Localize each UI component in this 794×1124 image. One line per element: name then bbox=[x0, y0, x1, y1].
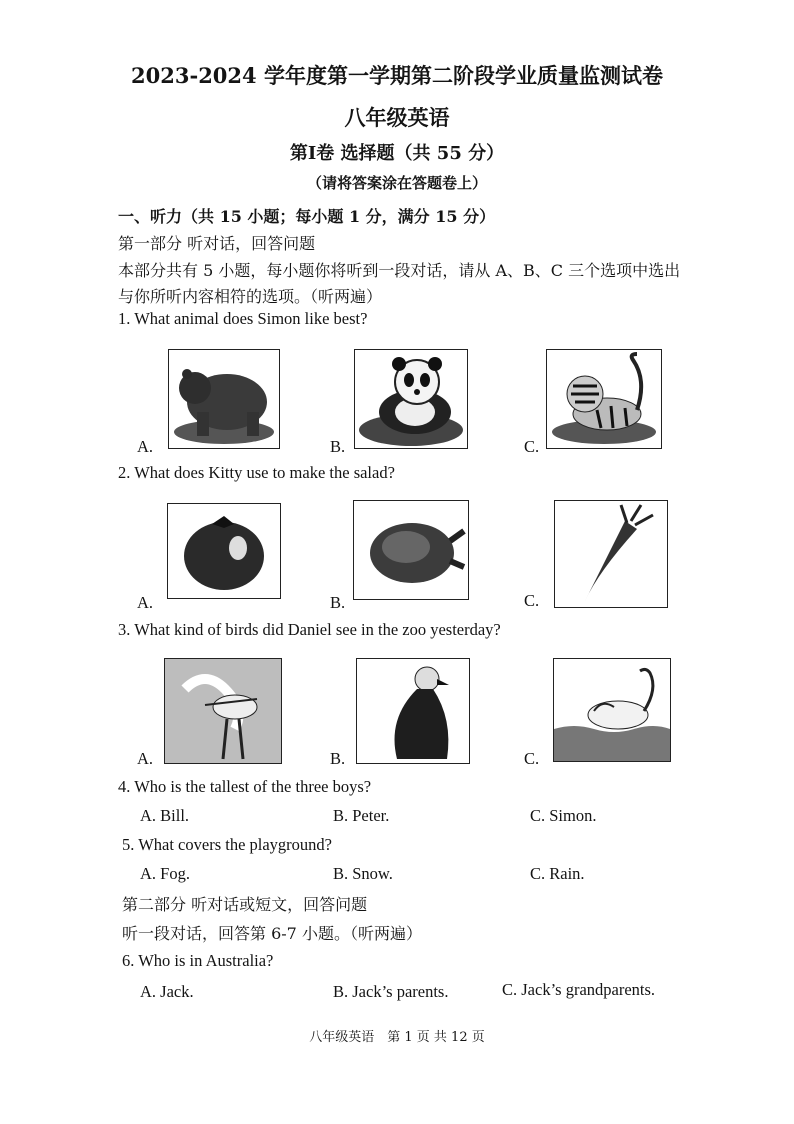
tiger-icon bbox=[546, 349, 662, 449]
q4-option-b: B. Peter. bbox=[333, 806, 390, 825]
page-footer: 八年级英语 第 1 页 共 12 页 bbox=[309, 1030, 485, 1045]
question-2: 2. What does Kitty use to make the salad? bbox=[118, 463, 395, 482]
answer-note: （请将答案涂在答题卷上） bbox=[306, 174, 487, 192]
q4-option-c: C. Simon. bbox=[530, 806, 597, 825]
q3-option-b: B. bbox=[330, 749, 346, 768]
q3-option-a: A. bbox=[137, 749, 154, 768]
q2-option-a: A. bbox=[137, 593, 154, 612]
crane-icon bbox=[164, 658, 282, 764]
q5-option-c: C. Rain. bbox=[530, 864, 585, 883]
tomato-icon bbox=[167, 503, 281, 599]
question-4: 4. Who is the tallest of the three boys? bbox=[118, 777, 372, 796]
q6-option-c: C. Jack’s grandparents. bbox=[502, 980, 656, 999]
question-1: 1. What animal does Simon like best? bbox=[118, 309, 368, 328]
section-heading: 一、听力（共 15 小题；每小题 1 分，满分 15 分） bbox=[118, 207, 496, 226]
q2-option-b: B. bbox=[330, 593, 346, 612]
q6-option-a: A. Jack. bbox=[140, 982, 194, 1001]
carrot-icon bbox=[554, 500, 668, 608]
swan-icon bbox=[553, 658, 671, 762]
part1-heading: 第一部分 听对话，回答问题 bbox=[118, 234, 316, 253]
chicken-icon bbox=[353, 500, 469, 600]
q3-option-c: C. bbox=[524, 749, 540, 768]
eagle-icon bbox=[356, 658, 470, 764]
subject-title: 八年级英语 bbox=[344, 105, 450, 130]
instructions-line2: 与你所听内容相符的选项。（听两遍） bbox=[118, 287, 383, 306]
q2-option-c: C. bbox=[524, 591, 540, 610]
bear-icon bbox=[168, 349, 280, 449]
question-3: 3. What kind of birds did Daniel see in the zoo yesterday? bbox=[118, 620, 501, 639]
exam-title: 2023-2024 学年度第一学期第二阶段学业质量监测试卷 bbox=[131, 63, 663, 88]
part2-instruction: 听一段对话，回答第 6-7 小题。（听两遍） bbox=[122, 924, 422, 943]
panda-icon bbox=[354, 349, 468, 449]
q1-option-c: C. bbox=[524, 437, 540, 456]
question-5: 5. What covers the playground? bbox=[122, 835, 333, 854]
part-title: 第Ⅰ卷 选择题（共 55 分） bbox=[289, 143, 505, 164]
question-6: 6. Who is in Australia? bbox=[122, 951, 274, 970]
q1-option-a: A. bbox=[137, 437, 154, 456]
instructions-line1: 本部分共有 5 小题，每小题你将听到一段对话，请从 A、B、C 三个选项中选出 bbox=[118, 261, 681, 280]
q5-option-a: A. Fog. bbox=[140, 864, 190, 883]
q4-option-a: A. Bill. bbox=[140, 806, 190, 825]
q5-option-b: B. Snow. bbox=[333, 864, 393, 883]
q1-option-b: B. bbox=[330, 437, 346, 456]
part2-heading: 第二部分 听对话或短文，回答问题 bbox=[122, 895, 368, 914]
q6-option-b: B. Jack’s parents. bbox=[333, 982, 449, 1001]
